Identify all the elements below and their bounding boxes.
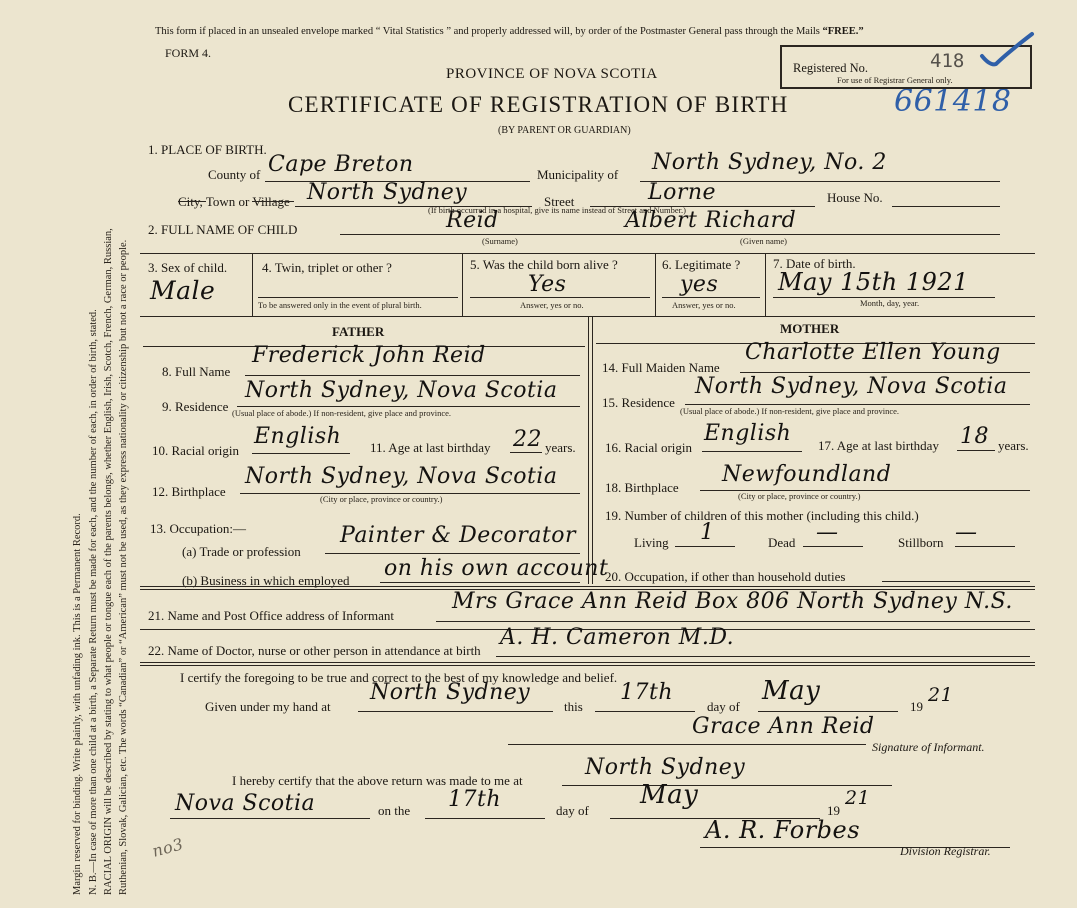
registered-number: 418	[930, 50, 965, 72]
child-surname: Reid	[446, 208, 499, 233]
mother-name-label: 14. Full Maiden Name	[602, 360, 720, 375]
father-residence-label: 9. Residence	[162, 399, 229, 414]
stillborn-value: —	[955, 520, 978, 545]
mother-birthplace: Newfoundland	[722, 462, 892, 487]
father-birthplace-label: 12. Birthplace	[152, 484, 226, 499]
legit-value: yes	[680, 272, 719, 297]
dead-label: Dead	[768, 535, 796, 550]
mother-age-years: years.	[998, 438, 1029, 453]
page-title: CERTIFICATE OF REGISTRATION OF BIRTH	[288, 92, 789, 117]
mother-age-label: 17. Age at last birthday	[818, 438, 939, 453]
mother-heading: MOTHER	[780, 321, 840, 336]
sex-label: 3. Sex of child.	[148, 260, 228, 275]
father-occupation-label: 13. Occupation:—	[150, 521, 247, 536]
father-age: 22	[513, 427, 542, 452]
certify-year: 21	[928, 684, 954, 706]
mother-age: 18	[960, 424, 989, 449]
legit-label: 6. Legitimate ?	[662, 257, 741, 272]
alive-value: Yes	[528, 272, 567, 297]
county-label: County of	[208, 167, 261, 182]
certify-day: 17th	[620, 680, 674, 705]
informant-signature-label: Signature of Informant.	[872, 740, 985, 754]
dead-value: —	[816, 520, 839, 545]
sidebar-line-2: N. B.—In case of more than one child at a birth, a Separate Return must be made for each, and the number of each, in order of birth, stated.	[88, 309, 99, 895]
dob-value: May 15th 1921	[778, 268, 969, 296]
certify-month: May	[762, 676, 821, 706]
mother-race: English	[704, 421, 792, 446]
town-value: North Sydney	[307, 180, 468, 205]
certify-text: I certify the foregoing to be true and correct to the best of my knowledge and belief.	[180, 670, 618, 685]
legit-caption: Answer, yes or no.	[672, 300, 736, 310]
registrar-month: May	[640, 780, 699, 810]
informant-label: 21. Name and Post Office address of Informant	[148, 608, 394, 623]
sidebar-line-1: Margin reserved for binding. Write plainly, with unfading ink. This is a Permanent Record.	[72, 513, 83, 895]
father-age-label: 11. Age at last birthday	[370, 440, 491, 455]
given-caption: (Given name)	[740, 236, 787, 246]
registrar-dayof-label: day of	[556, 803, 589, 818]
informant-value: Mrs Grace Ann Reid Box 806 North Sydney N.S.	[452, 589, 1013, 614]
mother-birthplace-label: 18. Birthplace	[605, 480, 679, 495]
certify-dayof-label: day of	[707, 699, 740, 714]
father-race: English	[254, 424, 342, 449]
form-number: FORM 4.	[165, 46, 212, 60]
father-heading: FATHER	[332, 324, 385, 339]
father-age-years: years.	[545, 440, 576, 455]
doctor-value: A. H. Cameron M.D.	[500, 625, 735, 650]
living-label: Living	[634, 535, 669, 550]
sidebar-line-3: RACIAL ORIGIN will be described by stating to what people or tongue each of the parents belongs, whether English, Irish, Scotch, French, German, Russian,	[103, 228, 114, 895]
registered-number-label: Registered No.	[793, 61, 868, 75]
alive-caption: Answer, yes or no.	[520, 300, 584, 310]
municipality-value: North Sydney, No. 2	[652, 150, 887, 175]
province-heading: PROVINCE OF NOVA SCOTIA	[446, 66, 658, 82]
mother-race-label: 16. Racial origin	[605, 440, 693, 455]
given-label: Given under my hand at	[205, 699, 331, 714]
this-label: this	[564, 699, 583, 714]
handwritten-cert-number: 661418	[894, 84, 1012, 119]
father-name-label: 8. Full Name	[162, 364, 231, 379]
mother-residence-caption: (Usual place of abode.) If non-resident, give place and province.	[680, 406, 900, 416]
registered-number-note: For use of Registrar General only.	[837, 75, 953, 85]
sidebar-line-4: Ruthenian, Slovak, Galician, etc. The words “Canadian” or “American” must not be used, as they express nationality or citizenship but not a race or people.	[118, 239, 129, 895]
registrar-on-the: on the	[378, 803, 411, 818]
town-label: City, Town or Village	[178, 194, 290, 209]
registrar-day: 17th	[448, 787, 502, 812]
county-value: Cape Breton	[268, 152, 414, 177]
mail-notice: This form if placed in an unsealed envelope marked “ Vital Statistics ” and properly addressed will, by order of the Postmaster General pass through the Mails “FREE.”	[155, 26, 864, 37]
check-mark-icon	[978, 28, 1038, 72]
registrar-province: Nova Scotia	[175, 791, 316, 816]
father-business: on his own account	[384, 556, 609, 581]
sex-value: Male	[150, 276, 216, 305]
certify-year-printed: 19	[910, 699, 923, 714]
living-value: 1	[700, 520, 715, 545]
pencil-note: no3	[150, 834, 186, 861]
registrar-signature-label: Division Registrar.	[900, 844, 991, 858]
father-trade: Painter & Decorator	[340, 523, 577, 548]
street-value: Lorne	[648, 180, 717, 205]
father-birthplace: North Sydney, Nova Scotia	[245, 464, 558, 489]
house-label: House No.	[827, 190, 883, 205]
registrar-signature: A. R. Forbes	[705, 816, 861, 844]
street-label: Street	[544, 194, 575, 209]
doctor-label: 22. Name of Doctor, nurse or other person in attendance at birth	[148, 643, 481, 658]
page-subtitle: (BY PARENT OR GUARDIAN)	[498, 125, 631, 136]
mother-name: Charlotte Ellen Young	[745, 340, 1001, 365]
alive-label: 5. Was the child born alive ?	[470, 257, 618, 272]
mother-residence-label: 15. Residence	[602, 395, 675, 410]
dob-caption: Month, day, year.	[860, 298, 920, 308]
hospital-note: (If birth occurred in a hospital, give its name instead of Street and Number.)	[428, 205, 686, 215]
registrar-year-printed: 19	[827, 803, 840, 818]
father-residence-caption: (Usual place of abode.) If non-resident, give place and province.	[232, 408, 452, 418]
informant-signature: Grace Ann Reid	[692, 714, 875, 739]
child-name-label: 2. FULL NAME OF CHILD	[148, 222, 298, 237]
place-section-label: 1. PLACE OF BIRTH.	[148, 142, 267, 157]
twin-label: 4. Twin, triplet or other ?	[262, 260, 392, 275]
father-business-label: (b) Business in which employed	[182, 573, 350, 588]
children-label: 19. Number of children of this mother (including this child.)	[605, 508, 919, 523]
father-residence: North Sydney, Nova Scotia	[245, 378, 558, 403]
certify-place: North Sydney	[370, 680, 531, 705]
municipality-label: Municipality of	[537, 167, 619, 182]
surname-caption: (Surname)	[482, 236, 518, 246]
registrar-year: 21	[845, 787, 871, 809]
stillborn-label: Stillborn	[898, 535, 944, 550]
mother-occupation-label: 20. Occupation, if other than household duties	[605, 569, 846, 584]
child-given-name: Albert Richard	[625, 208, 797, 233]
dob-label: 7. Date of birth.	[773, 256, 856, 271]
father-race-label: 10. Racial origin	[152, 443, 240, 458]
father-name: Frederick John Reid	[252, 343, 486, 368]
mother-residence: North Sydney, Nova Scotia	[695, 374, 1008, 399]
twin-note: To be answered only in the event of plural birth.	[258, 300, 422, 310]
father-trade-label: (a) Trade or profession	[182, 544, 301, 559]
registrar-text: I hereby certify that the above return was made to me at	[232, 773, 523, 788]
registrar-place: North Sydney	[585, 755, 746, 780]
mother-birthplace-caption: (City or place, province or country.)	[738, 491, 861, 501]
father-birthplace-caption: (City or place, province or country.)	[320, 494, 443, 504]
